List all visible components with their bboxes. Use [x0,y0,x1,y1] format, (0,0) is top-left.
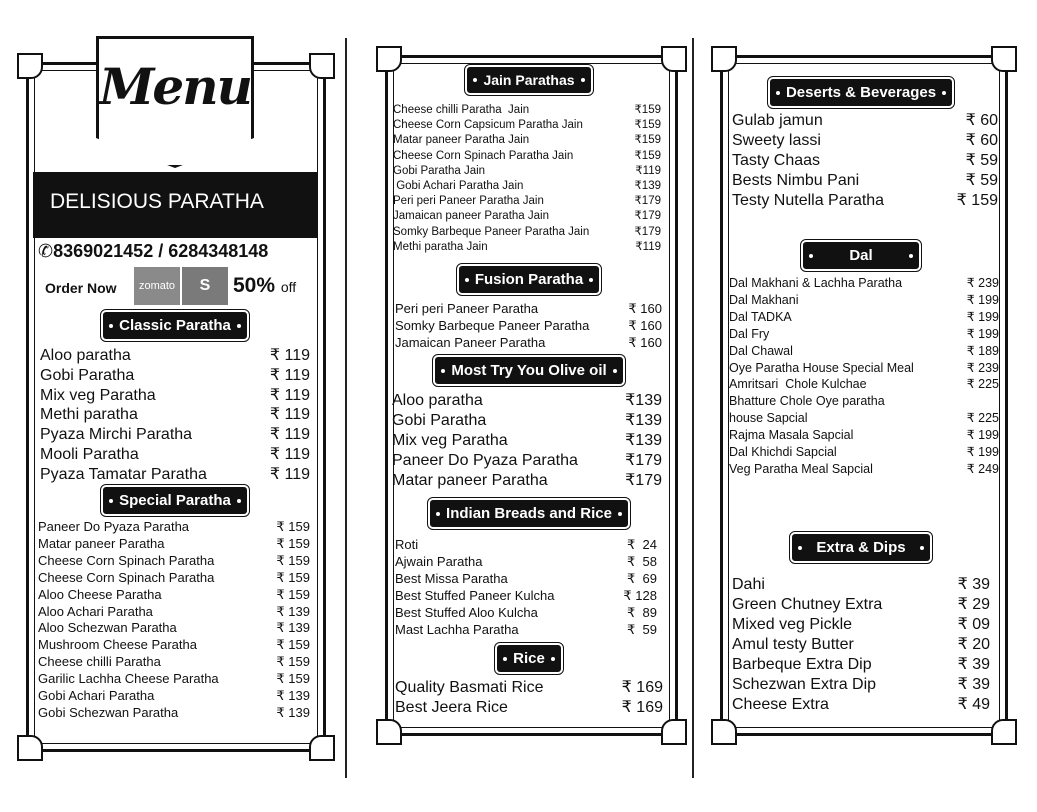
menu-item-price: ₹ 160 [628,301,662,316]
menu-item-name: Gulab jamun [732,112,823,129]
menu-item [395,621,657,638]
menu-item [729,461,999,478]
menu-item [393,149,661,164]
menu-item-name: Bhatture Chole Oye paratha [729,394,885,409]
menu-item-price: ₹ 59 [965,172,998,189]
menu-item-price: ₹ 29 [957,596,990,613]
special-list [38,519,310,722]
menu-item-price: ₹ 119 [269,347,310,364]
menu-item-name: Cheese Corn Spinach Paratha Jain [393,149,574,162]
menu-item-name: Pyaza Tamatar Paratha [40,465,207,483]
menu-item-price: ₹ 160 [628,335,662,350]
menu-item [395,317,662,334]
menu-item-name: Cheese Extra [732,696,829,713]
menu-item [393,194,661,209]
menu-item [395,678,663,698]
menu-item-name: Jamaican paneer Paratha Jain [393,210,549,223]
whatsapp-icon: ✆ [38,241,54,261]
menu-item-price: ₹ 39 [957,576,990,593]
menu-item [38,519,310,536]
menu-item-price: ₹ 199 [966,445,999,460]
section-header-extras: Extra & Dips [725,534,997,561]
menu-item-name: Gobi Achari Paratha Jain [393,180,524,193]
order-now-label: Order Now [45,280,117,296]
menu-item-price: ₹ 119 [269,366,310,384]
menu-item-name: Jamaican Paneer Paratha [395,335,546,350]
menu-item [40,366,310,386]
menu-item [395,300,662,317]
menu-item-price: ₹ 119 [269,406,310,424]
dal-list [729,275,999,478]
menu-item-price: ₹ 159 [956,192,998,209]
menu-item [393,118,661,133]
menu-item-name: Mooli Paratha [40,445,139,463]
menu-item-name: Roti [395,537,419,552]
menu-item-price: ₹ 59 [965,152,998,169]
menu-item [392,391,662,411]
menu-item-name: house Sapcial [729,411,808,426]
extras-list [732,575,990,715]
menu-item [38,705,310,722]
section-header-dal: Dal [725,242,997,269]
section-header-jain: Jain Parathas [390,67,668,93]
menu-item-name: Aloo Schezwan Paratha [38,620,177,636]
menu-item [732,151,998,171]
menu-item-name: Peri peri Paneer Paratha Jain [393,195,544,208]
menu-item [40,405,310,425]
menu-item-price: ₹119 [635,240,661,253]
menu-item-name: Mix veg Paratha [392,432,508,449]
menu-item-price: ₹ 49 [957,696,990,713]
menu-item-price: ₹ 249 [966,461,999,476]
menu-item-name: Barbeque Extra Dip [732,656,872,673]
menu-item-price: ₹179 [634,195,661,208]
phone-number: ✆8369021452 / 6284348148 [38,241,269,261]
menu-item-name: Gobi Paratha [40,366,135,384]
menu-item-price: ₹ 119 [269,386,310,404]
menu-item [395,570,657,587]
menu-item-price: ₹ 225 [966,377,999,392]
menu-item [40,386,310,406]
menu-item-name: Tasty Chaas [732,152,821,169]
menu-item-price: ₹179 [625,472,662,489]
menu-item-price: ₹ 159 [276,654,310,670]
menu-item [729,376,999,393]
menu-item-name: Matar paneer Paratha Jain [393,134,530,147]
menu-item-name: Veg Paratha Meal Sapcial [729,461,873,476]
menu-item-price: ₹159 [634,119,661,132]
section-header-desserts: Deserts & Beverages [725,79,997,106]
section-header-breads: Indian Breads and Rice [390,500,668,527]
menu-item-price: ₹ 119 [269,445,310,463]
menu-item [729,309,999,326]
menu-item-price: ₹ 119 [269,465,310,483]
menu-item-price: ₹ 20 [957,636,990,653]
menu-item-name: Methi paratha [40,406,138,424]
desserts-list [732,111,998,211]
breads-list [395,536,657,638]
menu-item [732,635,990,655]
menu-item [38,654,310,671]
menu-item-name: Dal Chawal [729,343,793,358]
menu-item-price: ₹ 199 [966,428,999,443]
menu-item-name: Cheese chilli Paratha Jain [393,104,530,116]
menu-item-price: ₹ 89 [627,605,657,620]
menu-item [732,191,998,211]
menu-item [395,334,662,351]
menu-item [732,595,990,615]
menu-item-price: ₹ 239 [966,276,999,290]
menu-item-name: Ajwain Paratha [395,554,483,569]
menu-item-name: Schezwan Extra Dip [732,676,877,693]
menu-item-name: Aloo Achari Paratha [38,603,153,619]
menu-item [38,604,310,621]
menu-item-name: Gobi Achari Paratha [38,688,155,704]
menu-item-name: Paneer Do Pyaza Paratha [392,452,578,469]
menu-item [732,695,990,715]
menu-item [393,240,661,255]
menu-item-name: Cheese Corn Capsicum Paratha Jain [393,119,583,132]
menu-item-name: Gobi Paratha [392,412,487,429]
menu-item [393,133,661,148]
menu-item-name: Gobi Schezwan Paratha [38,704,179,720]
menu-item [392,451,662,471]
menu-item [393,103,661,118]
menu-item-price: ₹ 159 [276,519,310,534]
menu-item-price: ₹ 60 [965,132,998,149]
section-header-classic: Classic Paratha [33,312,317,339]
menu-item-name: Dal Fry [729,326,770,341]
menu-item-price: ₹ 139 [276,704,310,720]
menu-item [729,343,999,360]
menu-item [732,171,998,191]
menu-item-price: ₹ 159 [276,569,310,585]
menu-item-name: Sweety lassi [732,132,821,149]
menu-item-price: ₹ 159 [276,586,310,602]
menu-item-price: ₹ 199 [966,326,999,341]
menu-item-price: ₹ 39 [957,676,990,693]
menu-item-name: Best Stuffed Aloo Kulcha [395,605,538,620]
menu-item [395,587,657,604]
menu-item [392,411,662,431]
menu-item-name: Cheese chilli Paratha [38,654,161,670]
menu-item-name: Dal Khichdi Sapcial [729,445,837,460]
menu-item-name: Somky Barbeque Paneer Paratha [395,318,590,333]
menu-item-name: Cheese Corn Spinach Paratha [38,569,215,585]
menu-item-price: ₹159 [634,104,661,116]
menu-item-price: ₹ 09 [957,616,990,633]
olive-list [392,391,662,491]
menu-item [732,615,990,635]
menu-item [729,393,999,410]
swiggy-logo: S [182,267,228,305]
menu-item-price: ₹139 [625,432,662,449]
menu-item-name: Paneer Do Pyaza Paratha [38,519,190,534]
menu-item-name: Testy Nutella Paratha [732,192,885,209]
menu-item [38,536,310,553]
menu-item [732,575,990,595]
menu-item-price: ₹ 39 [957,656,990,673]
menu-item-price: ₹139 [625,392,662,409]
menu-item-name: Garilic Lachha Cheese Paratha [38,671,219,687]
menu-item-price: ₹ 59 [627,622,657,637]
section-header-olive: Most Try You Olive oil [390,357,668,384]
menu-item-name: Oye Paratha House Special Meal [729,360,914,375]
menu-item-name: Amul testy Butter [732,636,854,653]
menu-item [393,209,661,224]
menu-item-price: ₹ 60 [965,112,998,129]
menu-item-name: Dahi [732,576,765,593]
menu-item [38,620,310,637]
rice-list [395,678,663,718]
menu-item-price: ₹ 139 [276,688,310,704]
menu-item-price: ₹119 [635,164,661,177]
menu-item-name: Best Missa Paratha [395,571,508,586]
menu-item-name: Green Chutney Extra [732,596,883,613]
menu-item [395,536,657,553]
menu-item-price: ₹ 69 [627,571,657,586]
menu-item-name: Matar paneer Paratha [38,535,165,551]
section-header-fusion: Fusion Paratha [390,266,668,293]
menu-item [729,427,999,444]
menu-item [393,179,661,194]
fusion-list [395,300,662,351]
menu-item [38,637,310,654]
menu-item-name: Peri peri Paneer Paratha [395,301,539,316]
brand-name: DELISIOUS PARATHA [50,190,264,213]
menu-item [732,655,990,675]
menu-item [38,688,310,705]
menu-item [392,471,662,491]
menu-item-price: ₹ 159 [276,552,310,568]
menu-item [732,131,998,151]
menu-item-price: ₹ 159 [276,535,310,551]
menu-item-price: ₹ 159 [276,671,310,687]
menu-item-name: Quality Basmati Rice [395,679,544,696]
offer-badge: 50% off [233,274,297,297]
menu-item [729,444,999,461]
menu-item-price: ₹159 [634,149,661,162]
menu-item [38,570,310,587]
menu-item-price: ₹ 225 [966,411,999,426]
menu-item-name: Mast Lachha Paratha [395,622,519,637]
menu-item-price: ₹179 [625,452,662,469]
menu-item [395,553,657,570]
menu-item-price: ₹ 169 [621,679,663,696]
menu-item [40,425,310,445]
menu-item-price: ₹ 239 [966,360,999,375]
menu-item-price: ₹ 139 [276,620,310,636]
menu-item-name: Mushroom Cheese Paratha [38,637,197,653]
menu-item-name: Bests Nimbu Pani [732,172,860,189]
menu-item [40,445,310,465]
jain-list [393,103,661,255]
menu-item [392,431,662,451]
menu-item-price: ₹179 [634,210,661,223]
menu-item-name: Aloo Cheese Paratha [38,586,162,602]
menu-item-price: ₹ 139 [276,603,310,619]
menu-item-name: Mixed veg Pickle [732,616,853,633]
menu-item-name: Dal Makhani & Lachha Paratha [729,276,903,290]
zomato-logo: zomato [134,267,180,305]
menu-item-name: Aloo paratha [40,347,131,364]
section-header-special: Special Paratha [33,487,317,514]
menu-item-price: ₹ 128 [623,588,657,603]
menu-item-name: Best Stuffed Paneer Kulcha [395,588,555,603]
column-divider [345,38,347,778]
menu-item-name: Dal Makhani [729,292,799,307]
menu-item [393,225,661,240]
menu-logo: Menu [99,57,251,116]
menu-item [38,671,310,688]
menu-item-price: ₹ 159 [276,637,310,653]
menu-item-price: ₹139 [625,412,662,429]
menu-item [38,553,310,570]
classic-list [40,346,310,485]
menu-item [732,675,990,695]
menu-item-name: Gobi Paratha Jain [393,164,486,177]
menu-item-price: ₹ 160 [628,318,662,333]
menu-item-name: Pyaza Mirchi Paratha [40,426,193,444]
menu-item [732,111,998,131]
menu-item [395,604,657,621]
menu-item-price: ₹ 24 [627,537,657,552]
menu-item-price: ₹179 [634,225,661,238]
menu-item-price: ₹159 [634,134,661,147]
menu-item [729,360,999,377]
section-header-rice: Rice [390,645,668,672]
menu-item-name: Matar paneer Paratha [392,472,548,489]
menu-item-name: Amritsari Chole Kulchae [729,377,867,392]
menu-item-price: ₹ 169 [621,699,663,716]
menu-item-price: ₹ 58 [627,554,657,569]
menu-item [40,346,310,366]
menu-item-name: Cheese Corn Spinach Paratha [38,552,215,568]
menu-item-name: Methi paratha Jain [393,240,488,253]
menu-item [40,465,310,485]
menu-item [729,326,999,343]
menu-item-name: Aloo paratha [392,392,483,409]
menu-item [395,698,663,718]
menu-item [729,410,999,427]
menu-item-name: Rajma Masala Sapcial [729,428,854,443]
column-divider [692,38,694,778]
menu-item-name: Dal TADKA [729,309,792,324]
menu-item [38,587,310,604]
menu-item-price: ₹ 189 [966,343,999,358]
menu-item-price: ₹139 [634,180,661,193]
menu-item [393,164,661,179]
menu-item-name: Somky Barbeque Paneer Paratha Jain [393,225,590,238]
menu-item-price: ₹ 199 [966,292,999,307]
menu-item [729,275,999,292]
menu-item [729,292,999,309]
menu-item-price: ₹ 119 [269,426,310,444]
menu-item-price: ₹ 199 [966,309,999,324]
menu-item-name: Mix veg Paratha [40,386,156,404]
menu-logo-banner [96,36,254,168]
menu-item-name: Best Jeera Rice [395,699,508,716]
